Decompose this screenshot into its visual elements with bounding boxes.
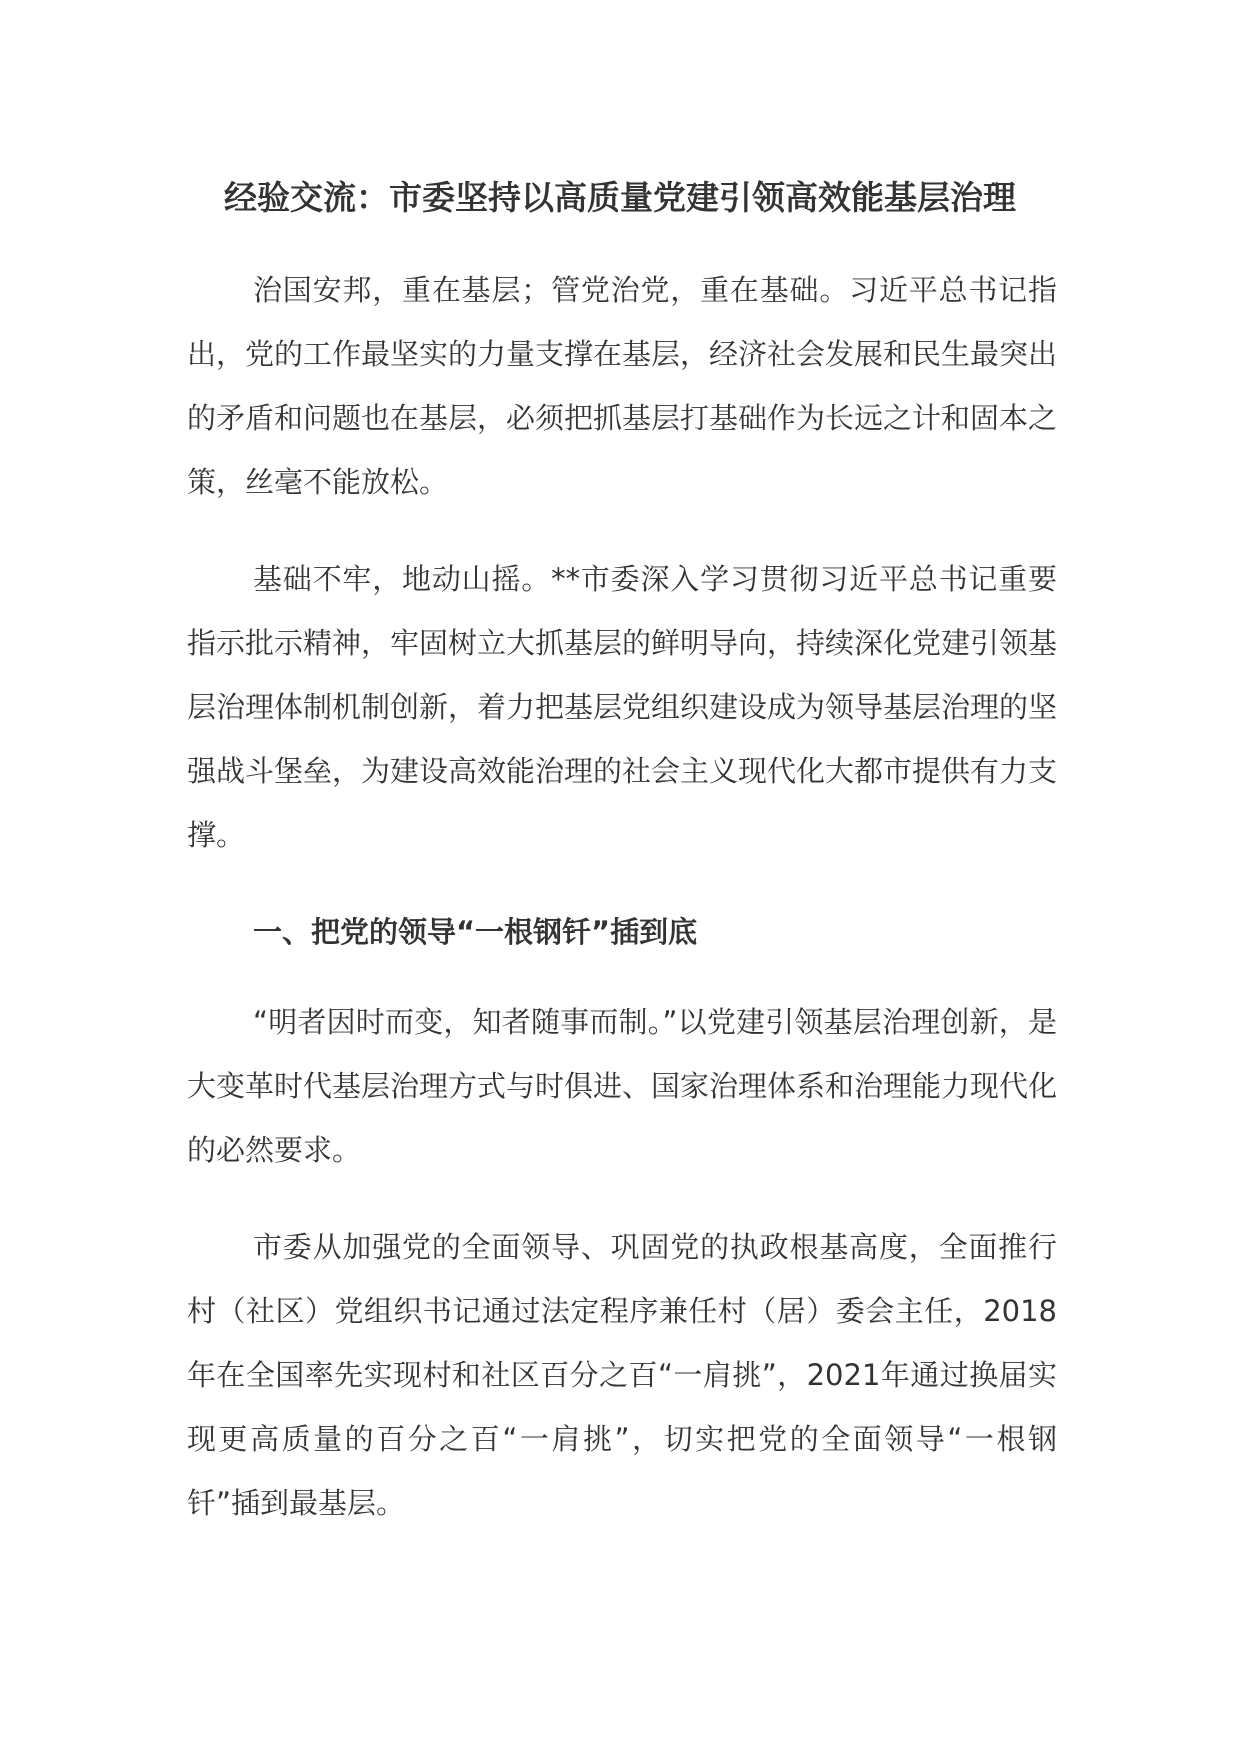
body-paragraph: 基础不牢，地动山摇。**市委深入学习贯彻习近平总书记重要指示批示精神，牢固树立大抓基层的鲜明导向，持续深化党建引领基层治理体制机制创新，着力把基层党组织建设成为领导基层治理的坚强战斗堡垒，为建设高效能治理的社会主义现代化大都市提供有力支撑。: [187, 562, 1058, 852]
body-paragraph: “明者因时而变，知者随事而制。”以党建引领基层治理创新，是大变革时代基层治理方式与时俱进、国家治理体系和治理能力现代化的必然要求。: [187, 1005, 1058, 1167]
document-title: 经验交流：市委坚持以高质量党建引领高效能基层治理: [224, 178, 1016, 217]
section-heading: 一、把党的领导“一根钢钎”插到底: [253, 915, 698, 949]
body-paragraph: 市委从加强党的全面领导、巩固党的执政根基高度，全面推行村（社区）党组织书记通过法定程序兼任村（居）委会主任，2018年在全国率先实现村和社区百分之百“一肩挑”，2021年通过换届实现更高质量的百分之百“一肩挑”，切实把党的全面领导“一根钢钎”插到最基层。: [187, 1230, 1057, 1520]
body-paragraph: 治国安邦，重在基层；管党治党，重在基础。习近平总书记指出，党的工作最坚实的力量支撑在基层，经济社会发展和民生最突出的矛盾和问题也在基层，必须把抓基层打基础作为长远之计和固本之策，丝毫不能放松。: [187, 273, 1058, 499]
